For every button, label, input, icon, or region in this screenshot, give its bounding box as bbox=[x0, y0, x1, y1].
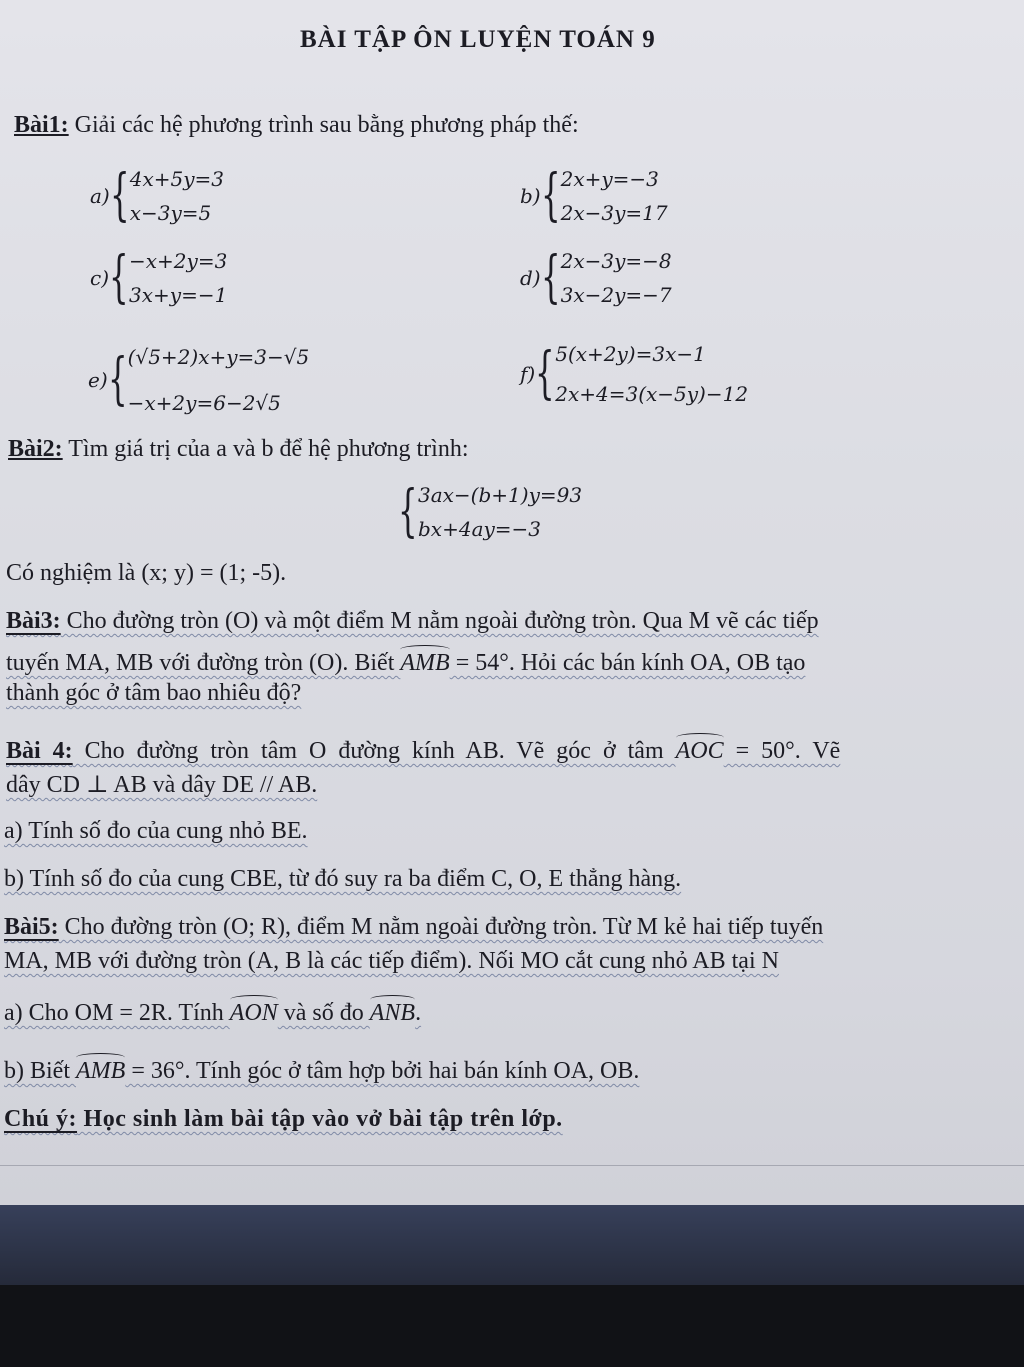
bai3-text1: Cho đường tròn (O) và một điểm M nằm ngoài đường tròn. Qua M vẽ các tiếp bbox=[60, 608, 819, 634]
bai2-eq1: 3ax−(b+1)y=93 bbox=[418, 483, 583, 507]
system-a-eq2: x−3y=5 bbox=[129, 201, 212, 225]
monitor-bezel bbox=[0, 1285, 1024, 1367]
bai5-line2: MA, MB với đường tròn (A, B là các tiếp điểm). Nối MO cắt cung nhỏ AB tại N bbox=[4, 948, 779, 974]
document-title: BÀI TẬP ÔN LUYỆN TOÁN 9 bbox=[300, 26, 656, 53]
bai2-label: Bài2: bbox=[8, 436, 63, 462]
bai5-b-post: = 36°. Tính góc ở tâm hợp bởi hai bán kính OA, OB. bbox=[125, 1058, 640, 1084]
system-e-eq1: (√5+2)x+y=3−√5 bbox=[127, 345, 310, 369]
note-line bbox=[4, 1106, 563, 1133]
bai5-a-pre: a) Cho OM = 2R. Tính bbox=[4, 1000, 230, 1026]
system-a-eq1: 4x+5y=3 bbox=[129, 167, 225, 191]
bai5-b-pre: b) Biết bbox=[4, 1058, 76, 1084]
system-c-eq2: 3x+y=−1 bbox=[129, 283, 228, 307]
system-d bbox=[520, 244, 672, 312]
bai3-line3: thành góc ở tâm bao nhiêu độ? bbox=[6, 680, 302, 706]
bai5-text1: Cho đường tròn (O; R), điểm M nằm ngoài đường tròn. Từ M kẻ hai tiếp tuyến bbox=[58, 914, 824, 940]
bai3-line2 bbox=[6, 650, 805, 677]
arc-anb: ANB bbox=[369, 1000, 416, 1026]
bai4-line2: dây CD ⊥ AB và dây DE // AB. bbox=[6, 772, 318, 798]
bai1-heading bbox=[14, 112, 579, 139]
brace-icon: { bbox=[398, 479, 418, 544]
system-e bbox=[88, 334, 309, 426]
system-f-label: f) bbox=[520, 362, 536, 386]
bai5-a-mid: và số đo bbox=[277, 1000, 370, 1026]
system-f-eq1: 5(x+2y)=3x−1 bbox=[555, 342, 706, 366]
system-bai2 bbox=[398, 478, 582, 546]
system-c-eq1: −x+2y=3 bbox=[129, 249, 228, 273]
bai4-part-a: a) Tính số đo của cung nhỏ BE. bbox=[4, 818, 308, 844]
angle-amb: AMB bbox=[400, 650, 450, 676]
brace-icon: { bbox=[540, 163, 561, 228]
bai2-eq2: bx+4ay=−3 bbox=[418, 517, 542, 541]
system-f bbox=[520, 334, 748, 414]
system-b-label: b) bbox=[520, 184, 541, 208]
bai5-part-b bbox=[4, 1058, 639, 1085]
bai4-part-b: b) Tính số đo của cung CBE, từ đó suy ra ba điểm C, O, E thẳng hàng. bbox=[4, 866, 682, 892]
bai4-label: Bài 4: bbox=[6, 738, 73, 764]
brace-icon: { bbox=[107, 347, 128, 412]
page-divider bbox=[0, 1165, 1024, 1166]
system-b-eq2: 2x−3y=17 bbox=[560, 201, 668, 225]
system-e-eq2: −x+2y=6−2√5 bbox=[127, 391, 281, 415]
bai3-line1 bbox=[6, 608, 819, 635]
bai3-label: Bài3: bbox=[6, 608, 61, 634]
angle-amb-2: AMB bbox=[76, 1058, 126, 1084]
bai4-line1 bbox=[6, 738, 840, 765]
bai5-label: Bài5: bbox=[4, 914, 59, 940]
angle-aon: AON bbox=[229, 1000, 278, 1026]
bai3-text2a: tuyến MA, MB với đường tròn (O). Biết bbox=[6, 650, 401, 676]
system-a-label: a) bbox=[90, 184, 110, 208]
system-b-eq1: 2x+y=−3 bbox=[560, 167, 659, 191]
bai4-text1a: Cho đường tròn tâm O đường kính AB. Vẽ góc ở tâm bbox=[72, 738, 676, 764]
system-c-label: c) bbox=[90, 266, 110, 290]
bai5-line1 bbox=[4, 914, 823, 941]
system-c bbox=[90, 244, 227, 312]
bai1-text: Giải các hệ phương trình sau bằng phương pháp thế: bbox=[68, 112, 579, 138]
system-d-eq2: 3x−2y=−7 bbox=[560, 283, 672, 307]
bai4-text1b: = 50°. Vẽ bbox=[723, 738, 841, 764]
bai5-a-end: . bbox=[415, 1000, 422, 1026]
window-bottom-bar bbox=[0, 1205, 1024, 1285]
system-d-label: d) bbox=[520, 266, 541, 290]
brace-icon: { bbox=[109, 245, 129, 310]
bai2-solution: Có nghiệm là (x; y) = (1; -5). bbox=[6, 560, 287, 586]
system-b bbox=[520, 162, 668, 230]
angle-aoc: AOC bbox=[675, 738, 724, 764]
brace-icon: { bbox=[109, 163, 130, 228]
bai2-text: Tìm giá trị của a và b để hệ phương trình: bbox=[62, 436, 469, 462]
brace-icon: { bbox=[540, 245, 561, 310]
bai3-text2b: = 54°. Hỏi các bán kính OA, OB tạo bbox=[449, 650, 806, 676]
system-d-eq1: 2x−3y=−8 bbox=[560, 249, 672, 273]
bai5-part-a bbox=[4, 1000, 421, 1027]
system-f-eq2: 2x+4=3(x−5y)−12 bbox=[555, 382, 749, 406]
system-e-label: e) bbox=[88, 368, 108, 392]
brace-icon: { bbox=[535, 341, 555, 406]
bai2-heading bbox=[8, 436, 469, 463]
note-text: Học sinh làm bài tập vào vở bài tập trên lớp. bbox=[77, 1106, 563, 1132]
system-a bbox=[90, 162, 224, 230]
bai1-label: Bài1: bbox=[14, 112, 69, 138]
note-label: Chú ý: bbox=[4, 1106, 78, 1132]
